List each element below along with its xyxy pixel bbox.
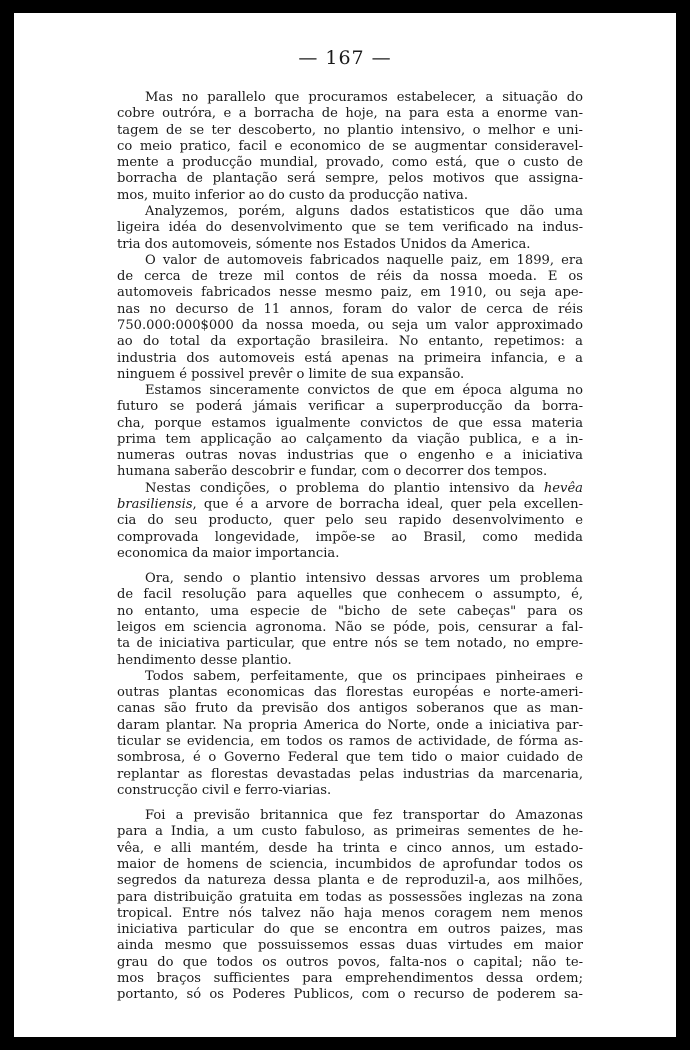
text-line: leigos em sciencia agronoma. Não se póde, pois, censurar a fal- [117,620,583,635]
text-line: tagem de se ter descoberto, no plantio intensivo, o melhor e uni- [117,122,583,138]
text-line: de cerca de treze mil contos de réis da nossa moeda. E os [117,269,583,285]
text-line: daram plantar. Na propria America do Norte, onde a iniciativa par- [117,717,583,733]
paragraph [117,808,583,1003]
text-line: co meio pratico, facil e economico de se augmentar consideravel- [117,138,583,154]
text-line: vêa, e alli mantém, desde ha trinta e cinco annos, um estado- [117,840,583,856]
text-line: ainda mesmo que possuissemos essas duas virtudes em maior [117,938,583,954]
text-line: ninguem é possivel prevêr o limite de sua expansão. [117,366,465,382]
text-line: O valor de automoveis fabricados naquelle paiz, em 1899, era [145,252,583,268]
text-line: tria dos automoveis, sómente nos Estados Unidos da America. [117,236,531,252]
text-line: prima tem applicação ao calçamento da viação publica, e a in- [117,431,583,447]
text-line: Ora, sendo o plantio intensivo dessas arvores um problema [145,571,583,587]
text-line: de facil resolução para aquelles que conhecem o assumpto, é, [117,587,583,603]
text-line: ao do total da exportação brasileira. No entanto, repetimos: a [117,334,583,350]
text-line: ta de iniciativa particular, que entre nós se tem notado, no empre- [117,636,583,652]
text-line: segredos da natureza dessa planta e de reproduzil-a, aos milhões, [117,873,583,889]
text-line: comprovada longevidade, impõe-se ao Brasil, como medida [117,529,583,545]
page-number: — 167 — [298,47,392,69]
text-line: canas são fruto da previsão dos antigos soberanos que as man- [117,701,583,717]
text-line: mente a producção mundial, provado, como está, que o custo de [117,155,583,171]
text-line: borracha de plantação será sempre, pelos motivos que assigna- [117,171,583,187]
text-line: grau do que todos os outros povos, falta-nos o capital; não te- [117,954,583,970]
text-line: iniciativa particular do que se encontra em outros paizes, mas [117,922,583,938]
paragraph-gap [117,799,583,808]
text-line: cia do seu producto, quer pelo seu rapido desenvolvimento e [117,513,583,529]
text-line: Mas no parallelo que procuramos estabelecer, a situação do [145,90,583,105]
text-line: automoveis fabricados nesse mesmo paiz, em 1910, ou seja ape- [117,285,583,301]
text-line: Foi a previsão britannica que fez transportar do Amazonas [145,808,583,824]
text-line: cha, porque estamos igualmente convictos de que essa materia [117,415,583,431]
paragraph [117,481,583,562]
text-line: para a India, a um custo fabuloso, as primeiras sementes de he- [117,824,583,840]
text-line: sombrosa, é o Governo Federal que tem tido o maior cuidado de [117,750,583,766]
text-line: mos, muito inferior ao do custo da producção nativa. [117,187,468,203]
text-line: nas no decurso de 11 annos, foram do valor de cerca de réis [117,301,583,317]
text-line: hendimento desse plantio. [117,652,292,668]
text-line: replantar as florestas devastadas pelas industrias da marcenaria, [117,766,583,782]
text-line: Todos sabem, perfeitamente, que os principaes pinheiraes e [145,668,583,684]
text-line: cobre outróra, e a borracha de hoje, na para esta a enorme van- [117,106,583,122]
text-line: portanto, só os Poderes Publicos, com o recurso de poderem sa- [117,987,583,1003]
body-text [117,90,583,1003]
document-page [14,13,676,1037]
paragraph [117,204,583,253]
text-line: ticular se evidencia, em todos os ramos de actividade, de fórma as- [117,733,583,749]
text-line: Estamos sinceramente convictos de que em época alguma no [145,383,583,399]
paragraph [117,383,583,481]
text-line: economica da maior importancia. [117,545,340,561]
text-line: no entanto, uma especie de "bicho de sete cabeças" para os [117,603,583,619]
text-line: mos braços sufficientes para emprehendimentos dessa ordem; [117,970,583,986]
paragraph [117,90,583,204]
text-line: outras plantas economicas das florestas européas e norte-ameri- [117,685,583,701]
paragraph [117,669,583,799]
text-line: industria dos automoveis está apenas na primeira infancia, e a [117,350,583,366]
text-line: maior de homens de sciencia, incumbidos de aprofundar todos os [117,856,583,872]
paragraph-gap [117,562,583,571]
text-line: brasiliensis, que é a arvore de borracha ideal, quer pela excellen- [117,497,583,513]
text-line: tropical. Entre nós talvez não haja menos coragem nem menos [117,905,583,921]
text-line: numeras outras novas industrias que o engenho e a iniciativa [117,448,583,464]
text-line: futuro se poderá jámais verificar a superproducção da borra- [117,399,583,415]
text-line: ligeira idéa do desenvolvimento que se tem verificado na indus- [117,220,583,236]
text-line: humana saberão descobrir e fundar, com o decorrer dos tempos. [117,464,548,480]
text-line: construcção civil e ferro-viarias. [117,782,332,798]
paragraph [117,253,583,383]
paragraph [117,571,583,669]
text-line: Analyzemos, porém, alguns dados estatisticos que dão uma [145,203,583,219]
text-line: Nestas condições, o problema do plantio intensivo da hevêa [145,480,583,496]
text-line: para distribuição gratuita em todas as possessões inglezas na zona [117,889,583,905]
text-line: 750.000:000$000 da nossa moeda, ou seja um valor approximado [117,317,583,333]
